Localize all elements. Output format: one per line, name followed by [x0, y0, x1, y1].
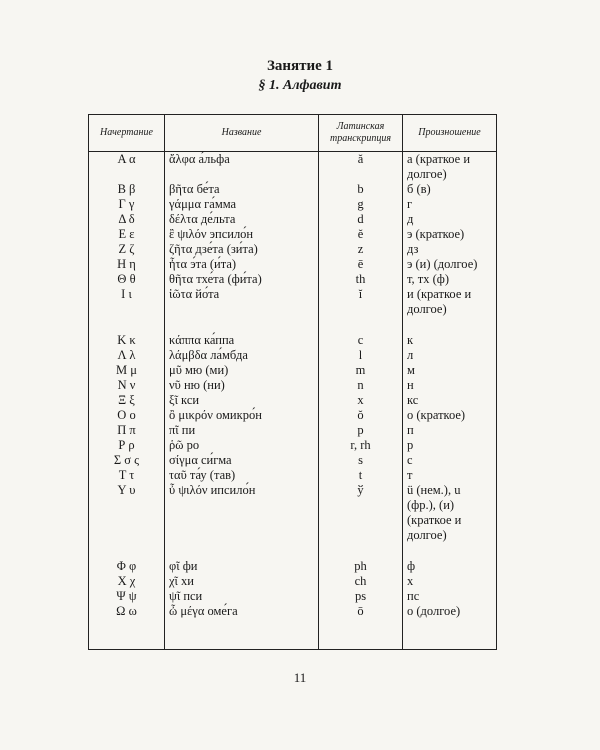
name-cell: λάμβδα ла́мбда	[165, 348, 319, 363]
letterform-cell: Ι ι	[89, 287, 165, 317]
table-row	[89, 242, 497, 257]
letterform-cell: Θ θ	[89, 272, 165, 287]
pronunciation-cell: б (в)	[403, 182, 497, 197]
table-row	[89, 604, 497, 650]
pronunciation-cell: х	[403, 574, 497, 589]
table-row	[89, 317, 497, 348]
letterform-cell: Η η	[89, 257, 165, 272]
letterform-cell: Ω ω	[89, 604, 165, 650]
name-cell: ἒ ψιλόν эпсило́н	[165, 227, 319, 242]
pronunciation-cell: т	[403, 468, 497, 483]
table-row	[89, 468, 497, 483]
pronunciation-cell: р	[403, 438, 497, 453]
transliteration-cell: p	[319, 423, 403, 438]
name-cell: ἦτα э́та (и́та)	[165, 257, 319, 272]
pronunciation-cell: м	[403, 363, 497, 378]
letterform-cell: Ο ο	[89, 408, 165, 423]
name-cell: ὖ ψιλόν ипсило́н	[165, 483, 319, 543]
table-row	[89, 393, 497, 408]
transliteration-cell: g	[319, 197, 403, 212]
letterform-cell: Χ χ	[89, 574, 165, 589]
table-row	[89, 483, 497, 543]
letterform-cell: Κ κ	[89, 317, 165, 348]
pronunciation-cell: э (и) (долгое)	[403, 257, 497, 272]
name-cell: ῥῶ ро	[165, 438, 319, 453]
table-row	[89, 257, 497, 272]
name-cell: ἰῶτα йо́та	[165, 287, 319, 317]
pronunciation-cell: д	[403, 212, 497, 227]
transliteration-cell: d	[319, 212, 403, 227]
header-transliteration: Латинская транскрипция	[319, 115, 403, 152]
pronunciation-cell: п	[403, 423, 497, 438]
name-cell: ζῆτα дзе́та (зи́та)	[165, 242, 319, 257]
transliteration-cell: n	[319, 378, 403, 393]
name-cell: ὂ μικρόν омикро́н	[165, 408, 319, 423]
transliteration-cell: ў	[319, 483, 403, 543]
pronunciation-cell: ф	[403, 543, 497, 574]
pronunciation-cell: ü (нем.), u (фр.), (и) (краткое и долгое)	[403, 483, 497, 543]
transliteration-cell: ē	[319, 257, 403, 272]
transliteration-cell: ch	[319, 574, 403, 589]
table-row	[89, 363, 497, 378]
pronunciation-cell: кс	[403, 393, 497, 408]
name-cell: ταῦ та́у (тав)	[165, 468, 319, 483]
pronunciation-cell: о (долгое)	[403, 604, 497, 650]
name-cell: σίγμα си́гма	[165, 453, 319, 468]
name-cell: ψῖ пси	[165, 589, 319, 604]
table-row	[89, 574, 497, 589]
page-number: 11	[293, 670, 307, 685]
transliteration-cell: ō	[319, 604, 403, 650]
table-header-row	[89, 115, 497, 152]
table-row	[89, 182, 497, 197]
table-row	[89, 378, 497, 393]
table-row	[89, 287, 497, 317]
name-cell: νῦ ню (ни)	[165, 378, 319, 393]
pronunciation-cell: л	[403, 348, 497, 363]
name-cell: κάππα ка́ппа	[165, 317, 319, 348]
name-cell: δέλτα де́льта	[165, 212, 319, 227]
transliteration-cell: t	[319, 468, 403, 483]
pronunciation-cell: пс	[403, 589, 497, 604]
transliteration-cell: ĭ	[319, 287, 403, 317]
pronunciation-cell: о (краткое)	[403, 408, 497, 423]
letterform-cell: Β β	[89, 182, 165, 197]
letterform-cell: Σ σ ς	[89, 453, 165, 468]
letterform-cell: Α α	[89, 152, 165, 183]
pronunciation-cell: к	[403, 317, 497, 348]
pronunciation-cell: и (краткое и долгое)	[403, 287, 497, 317]
transliteration-cell: b	[319, 182, 403, 197]
transliteration-cell: s	[319, 453, 403, 468]
name-cell: ὦ μέγα оме́га	[165, 604, 319, 650]
table-row	[89, 438, 497, 453]
table-row	[89, 272, 497, 287]
pronunciation-cell: т, тх (ф)	[403, 272, 497, 287]
transliteration-cell: x	[319, 393, 403, 408]
letterform-cell: Ψ ψ	[89, 589, 165, 604]
transliteration-cell: ph	[319, 543, 403, 574]
table-row	[89, 589, 497, 604]
name-cell: ξῖ кси	[165, 393, 319, 408]
transliteration-cell: ps	[319, 589, 403, 604]
table-row	[89, 197, 497, 212]
transliteration-cell: m	[319, 363, 403, 378]
name-cell: πῖ пи	[165, 423, 319, 438]
letterform-cell: Γ γ	[89, 197, 165, 212]
table-row	[89, 453, 497, 468]
letterform-cell: Μ μ	[89, 363, 165, 378]
transliteration-cell: ĕ	[319, 227, 403, 242]
transliteration-cell: l	[319, 348, 403, 363]
letterform-cell: Φ φ	[89, 543, 165, 574]
transliteration-cell: ŏ	[319, 408, 403, 423]
transliteration-cell: th	[319, 272, 403, 287]
letterform-cell: Ν ν	[89, 378, 165, 393]
name-cell: ἄλφα а́льфа	[165, 152, 319, 183]
name-cell: φῖ фи	[165, 543, 319, 574]
pronunciation-cell: н	[403, 378, 497, 393]
name-cell: χῖ хи	[165, 574, 319, 589]
letterform-cell: Ξ ξ	[89, 393, 165, 408]
transliteration-cell: ă	[319, 152, 403, 183]
table-row	[89, 408, 497, 423]
letterform-cell: Υ υ	[89, 483, 165, 543]
pronunciation-cell: дз	[403, 242, 497, 257]
alphabet-table	[88, 114, 497, 650]
letterform-cell: Ε ε	[89, 227, 165, 242]
name-cell: γάμμα га́мма	[165, 197, 319, 212]
transliteration-cell: z	[319, 242, 403, 257]
table-row	[89, 227, 497, 242]
header-name: Название	[165, 115, 319, 152]
letterform-cell: Π π	[89, 423, 165, 438]
table-row	[89, 423, 497, 438]
table-row	[89, 152, 497, 183]
header-pronunciation: Произношение	[403, 115, 497, 152]
table-row	[89, 543, 497, 574]
header-letterform: Начертание	[89, 115, 165, 152]
table-row	[89, 212, 497, 227]
table-row	[89, 348, 497, 363]
name-cell: μῦ мю (ми)	[165, 363, 319, 378]
pronunciation-cell: г	[403, 197, 497, 212]
transliteration-cell: c	[319, 317, 403, 348]
section-title: § 1. Алфавит	[258, 78, 342, 93]
pronunciation-cell: с	[403, 453, 497, 468]
pronunciation-cell: э (краткое)	[403, 227, 497, 242]
name-cell: θῆτα тхе́та (фи́та)	[165, 272, 319, 287]
letterform-cell: Δ δ	[89, 212, 165, 227]
lesson-title: Занятие 1	[266, 58, 334, 74]
pronunciation-cell: а (краткое и долгое)	[403, 152, 497, 183]
name-cell: βῆτα бе́та	[165, 182, 319, 197]
letterform-cell: Τ τ	[89, 468, 165, 483]
transliteration-cell: r, rh	[319, 438, 403, 453]
letterform-cell: Ζ ζ	[89, 242, 165, 257]
letterform-cell: Λ λ	[89, 348, 165, 363]
letterform-cell: Ρ ρ	[89, 438, 165, 453]
